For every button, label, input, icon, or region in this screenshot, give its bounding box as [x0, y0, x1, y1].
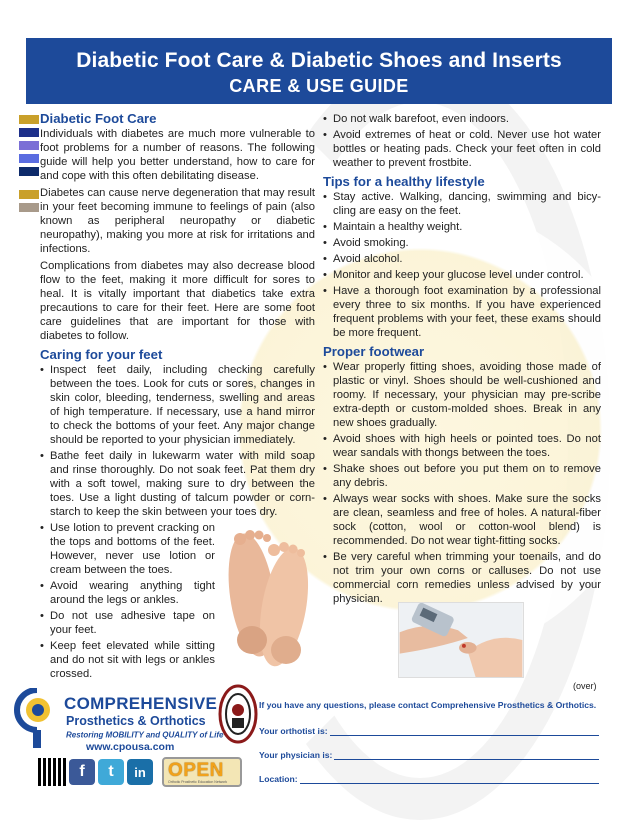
- company-tagline: [66, 729, 228, 740]
- color-square: [19, 154, 39, 163]
- glucose-test-photo: [398, 602, 524, 678]
- list-item: • Always wear socks with shoes. Make sure the socks are clean, seamless and free of holes. A natural-fiber sock (cotton, wool or cotton-wool blend) is recommended. Do not wear tight-fitting socks.: [323, 492, 601, 548]
- color-square: [19, 167, 39, 176]
- list-item: • Use lotion to prevent cracking on the tops and bottoms of the feet. However, never use lotion or cream between the toes.: [40, 521, 215, 577]
- contact-note: If you have any questions, please contact Comprehensive Prosthetics & Orthotics.: [259, 700, 597, 710]
- section-heading-lifestyle: Tips for a healthy lifestyle: [323, 174, 485, 189]
- orthotist-label: Your orthotist is:: [259, 726, 328, 736]
- tagline-text: Restoring MOBILITY and QUALITY of Life: [66, 730, 224, 740]
- color-square: [19, 115, 39, 124]
- logo-mark-icon: [14, 688, 60, 750]
- twitter-icon[interactable]: t: [98, 759, 124, 785]
- social-links: [38, 757, 242, 787]
- company-logo: [14, 684, 244, 754]
- list-item: • Monitor and keep your glucose level under control.: [323, 268, 601, 282]
- header-banner: [26, 38, 612, 104]
- list-item: • Shake shoes out before you put them on to remove any debris.: [323, 462, 601, 490]
- paragraph: Complications from diabetes may also decrease blood flow to the feet, making it more difficult for sores to heal. It is vitally important that diabetics take extra precautions to care for their feet. Here are some foot care guidelines that are important for those with diabetes to follow.: [40, 260, 315, 342]
- company-url[interactable]: www.cpousa.com: [86, 741, 175, 753]
- list-item: • Be very careful when trimming your toenails, and do not trim your own corns or calluses. Do not use commercial corn remedies unless advised by your physician.: [323, 550, 601, 606]
- color-square: [19, 141, 39, 150]
- orthotist-field[interactable]: [330, 735, 599, 736]
- company-sub: Prosthetics & Orthotics: [66, 714, 206, 728]
- paragraph: Diabetes can cause nerve degeneration that may result in your feet becoming immune to feelings of pain (also known as peripheral neuropathy or diabetic neuropathy), making you more at risk for irritations and infections.: [40, 187, 315, 255]
- over-note: (over): [573, 681, 597, 691]
- top-list: [323, 112, 601, 170]
- list-item: • Stay active. Walking, dancing, swimming and bicy-cling are easy on the feet.: [323, 190, 601, 218]
- orthotist-row: [259, 726, 599, 736]
- location-row: [259, 774, 599, 784]
- list-item: • Avoid wearing anything tight around the legs or ankles.: [40, 579, 215, 607]
- open-badge[interactable]: [162, 757, 242, 787]
- color-square: [19, 190, 39, 199]
- list-item: • Avoid alcohol.: [323, 252, 601, 266]
- right-column: [323, 112, 601, 608]
- list-item: • Maintain a healthy weight.: [323, 220, 601, 234]
- page-subtitle: CARE & USE GUIDE: [229, 76, 409, 96]
- physician-field[interactable]: [334, 759, 599, 760]
- color-square: [19, 128, 39, 137]
- color-square: [19, 203, 39, 212]
- list-item: • Avoid extremes of heat or cold. Never use hot water bottles or heating pads. Check your feet often in cold weather to prevent frostbite.: [323, 128, 601, 170]
- list-item: • Do not use adhesive tape on your feet.: [40, 609, 215, 637]
- list-item: • Have a thorough foot examination by a professional every three to six months. If you have experienced frequent problems with your feet, these exams should be more frequent.: [323, 284, 601, 340]
- open-badge-text: OPEN: [168, 760, 224, 781]
- color-squares: [19, 115, 39, 216]
- page-title: Diabetic Foot Care & Diabetic Shoes and Inserts: [76, 49, 562, 72]
- facebook-icon[interactable]: f: [69, 759, 95, 785]
- contact-note-row: [259, 700, 619, 710]
- company-name: COMPREHENSIVE: [64, 694, 218, 713]
- list-item: • Inspect feet daily, including checking carefully between the toes. Look for cuts or sores, changes in skin color, bleeding, tenderness, swelling and areas of high temperature. If necessary, use a hand mirror to check the bottoms of your feet. Any major change should be reported to your physician immediately.: [40, 363, 315, 447]
- open-badge-sub: Orthotic Prosthetic Education Network: [168, 780, 228, 784]
- list-item: • Avoid shoes with high heels or pointed toes. Do not wear sandals with thongs between the toes.: [323, 432, 601, 460]
- physician-label: Your physician is:: [259, 750, 333, 760]
- list-item: • Do not walk barefoot, even indoors.: [323, 112, 601, 126]
- qr-code-icon[interactable]: [38, 758, 66, 786]
- lifestyle-list: [323, 190, 601, 340]
- footwear-list: [323, 360, 601, 606]
- location-label: Location:: [259, 774, 298, 784]
- section-heading-foot-care: Diabetic Foot Care: [40, 111, 157, 126]
- section-heading-caring: Caring for your feet: [40, 347, 163, 362]
- paragraph: Individuals with diabetes are much more vulnerable to foot problems for a number of reasons. The following guide will help you better understand, how to care for and cope with this often debilitating disease.: [40, 128, 315, 182]
- seal-emblem: [218, 684, 258, 744]
- feet-photo: [212, 525, 317, 675]
- list-item: • Keep feet elevated while sitting and do not sit with legs or ankles crossed.: [40, 639, 215, 681]
- section-heading-footwear: Proper footwear: [323, 344, 425, 359]
- physician-row: [259, 750, 599, 760]
- list-item: • Avoid smoking.: [323, 236, 601, 250]
- list-item: • Bathe feet daily in lukewarm water with mild soap and rinse thoroughly. Do not soak feet. Pat them dry with a soft towel, making sure to dry between the toes. Use a light dusting of talcum powder or corn-starch to keep the skin between your toes dry.: [40, 449, 315, 519]
- location-field[interactable]: [300, 783, 599, 784]
- list-item: • Wear properly fitting shoes, avoiding those made of plastic or vinyl. Shoes should be well-cushioned and roomy. If necessary, your physician may pre-scribe extra-depth or custom-molded shoes. Break in any new shoes gradually.: [323, 360, 601, 430]
- linkedin-icon[interactable]: in: [127, 759, 153, 785]
